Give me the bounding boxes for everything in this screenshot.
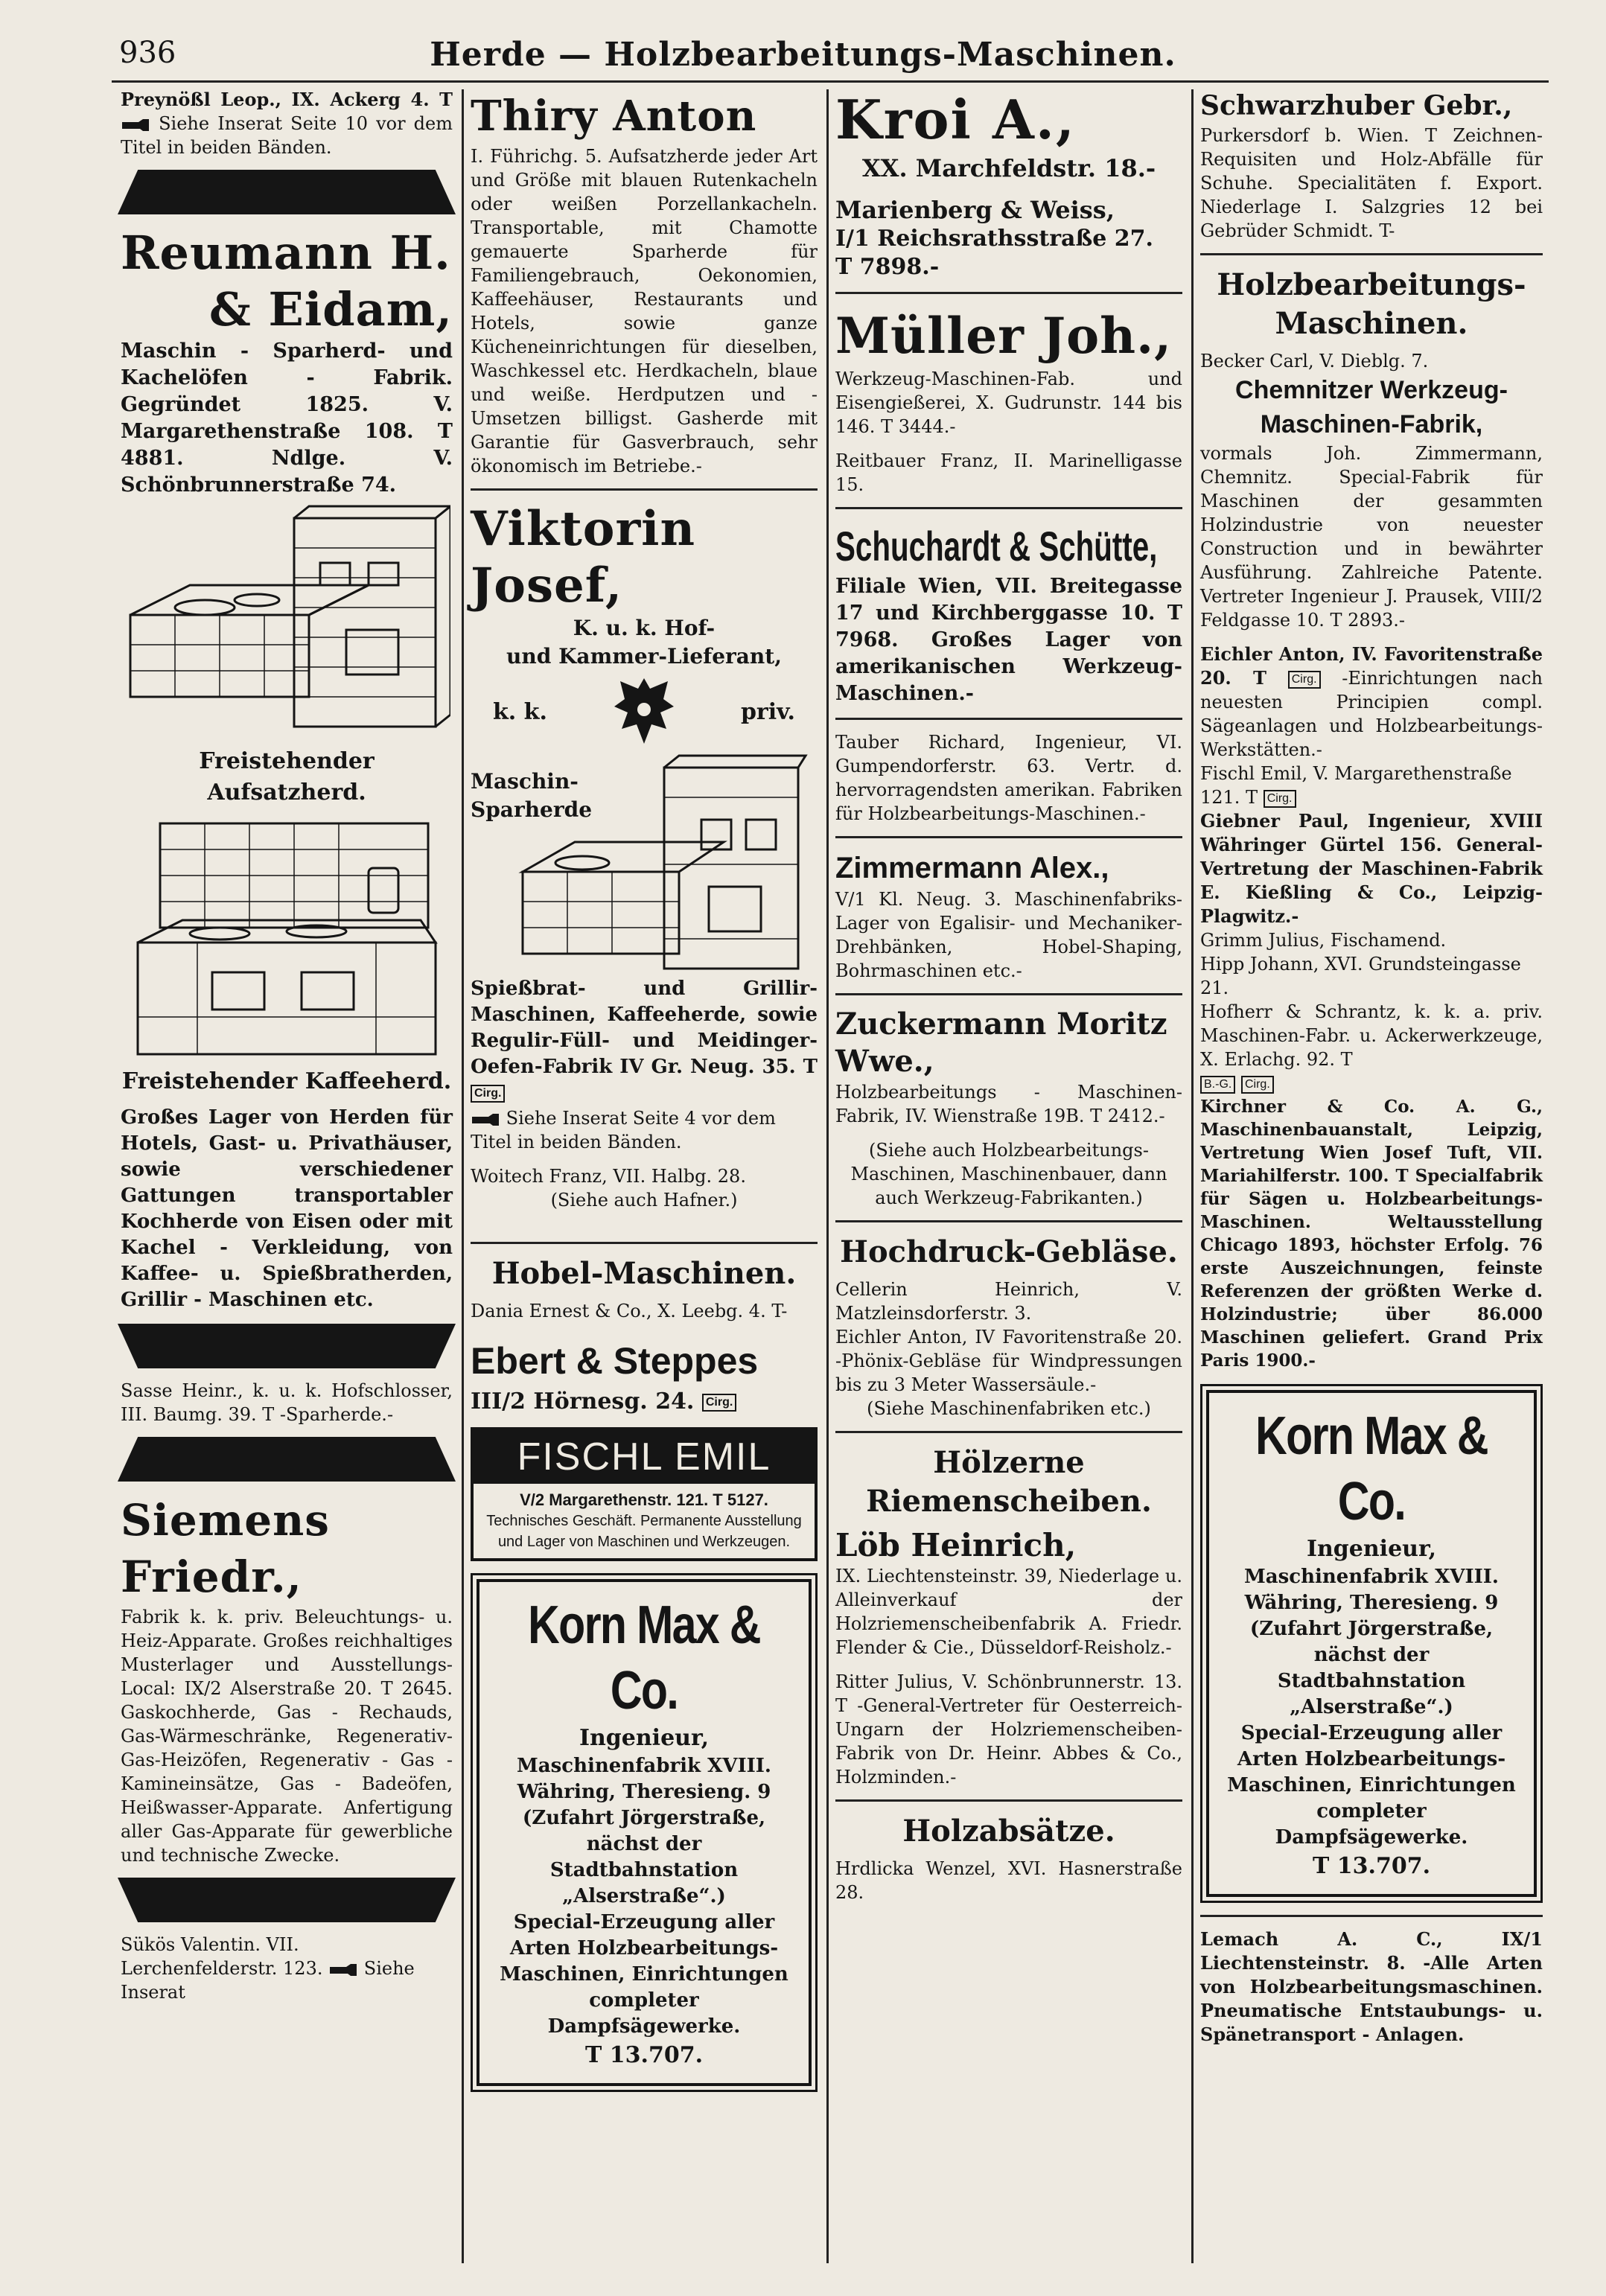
schwarzhuber-name: Schwarzhuber Gebr., [1200, 90, 1513, 121]
page-number: 936 [119, 36, 176, 70]
fischl-addr: V/2 Margarethenstr. 121. T 5127. [520, 1490, 768, 1509]
eagle-icon [611, 671, 678, 753]
cirg-badge: Cirg. [1264, 790, 1296, 808]
zuckermann-text: Holzbearbeitungs - Maschinen-Fabrik, IV. Wienstraße 19B. T 2412.- [835, 1082, 1182, 1126]
divider [835, 1799, 1182, 1802]
mueller-name: Müller Joh., [835, 307, 1173, 365]
running-head: Herde — Holzbearbeitungs-Maschinen. [430, 36, 1176, 74]
viktorin-note: Siehe Inserat Seite 4 vor dem Titel in beiden Bänden. [471, 1108, 776, 1152]
section-hochdruck: Hochdruck-Gebläse. [840, 1234, 1178, 1269]
viktorin-name: Viktorin Josef, [471, 501, 695, 613]
korn-l1: Ingenieur, [579, 1725, 710, 1751]
stove-illustration [123, 816, 450, 1062]
entry-sasse: Sasse Heinr., k. u. k. Hofschlosser, III. Baumg. 39. T -Sparherde.- [121, 1380, 453, 1425]
marienberg-tel: T 7898.- [835, 254, 940, 280]
siehe-note: (Siehe auch Holzbearbeitungs-Maschinen, Maschinenbauer, dann auch Werkzeug-Fabrikanten.) [850, 1140, 1167, 1208]
cirg-badge: Cirg. [1241, 1076, 1274, 1094]
entry-cellerin: Cellerin Heinrich, V. Matzleinsdorferstr. 3. [835, 1279, 1182, 1324]
section-holzabsaetze: Holzabsätze. [902, 1814, 1115, 1849]
chemnitzer-name: Chemnitzer Werkzeug-Maschinen-Fabrik, [1235, 376, 1508, 439]
entry-reitbauer: Reitbauer Franz, II. Marinelligasse 15. [835, 450, 1182, 495]
viktorin-text-block [471, 976, 818, 1106]
marienberg-addr: I/1 Reichsrathsstraße 27. [835, 226, 1154, 252]
viktorin-note-block [471, 1106, 818, 1154]
decorative-band [118, 170, 456, 214]
korn-l3: (Zufahrt Jörgerstraße, nächst der Stadtbahnstation „Alserstraße“.) [522, 1807, 766, 1907]
bg-badge: B.-G. [1200, 1076, 1235, 1094]
eichler-lead: Eichler Anton, IV. Favoritenstraße 20. T [1200, 643, 1543, 689]
zuckermann-name: Zuckermann Moritz Wwe., [835, 1007, 1167, 1079]
section-riemen: Hölzerne Riemenscheiben. [866, 1445, 1152, 1519]
ebert-name: Ebert & Steppes [471, 1340, 759, 1382]
entry-suekoes [121, 1933, 453, 2004]
thiry-text: I. Führichg. 5. Aufsatzherde jeder Art und Größe mit blauen Rutenkacheln oder weißen Porzellankacheln. Transportable, mit Chamotte gemauerte Sparherde für Familiengebrauch, Oekonomien, Kaffeehäuser, Restaurants und Hotels, sowie ganze Kücheneinrichtungen für dieselben, Waschkessel etc. Herdkacheln, blaue und weiße. Herdputzen und -Umsetzen billigst. Gasherde mit Garantie für Gasverbrauch, sehr ökonomisch im Betriebe.- [471, 146, 818, 476]
schuchardt-name: Schuchardt & Schütte, [835, 523, 1158, 570]
reumann-name: Reumann H. [121, 226, 451, 280]
schuchardt-text: Filiale Wien, VII. Breitegasse 17 und Kirchberggasse 10. T 7968. Großes Lager von amerikanischen Werkzeug-Maschinen.- [835, 575, 1182, 705]
pointing-hand-icon [121, 118, 150, 132]
divider [471, 1242, 818, 1244]
cirg-badge: Cirg. [702, 1394, 736, 1412]
decorative-band [118, 1878, 456, 1922]
kroi-addr: XX. Marchfeldstr. 18.- [861, 154, 1156, 182]
section-holzbearbeitung: Holzbearbeitungs-Maschinen. [1217, 267, 1526, 341]
korn-tel: T 13.707. [584, 2042, 704, 2068]
kroi-name: Kroi A., [835, 88, 1076, 151]
thiry-name: Thiry Anton [471, 92, 757, 141]
korn-l2: Maschinenfabrik XVIII. Währing, Theresieng. 9 [517, 1755, 771, 1803]
divider [471, 488, 818, 491]
siemens-name: Siemens Friedr., [121, 1495, 330, 1602]
viktorin-text: Spießbrat- und Grillir-Maschinen, Kaffeeherde, sowie Regulir-Füll- und Meidinger-Oefen-Fabrik IV Gr. Neug. 35. T [471, 978, 818, 1078]
section-hobel: Hobel-Maschinen. [491, 1256, 797, 1291]
entry-text: Preynößl Leop., IX. Ackerg 4. T [121, 89, 453, 110]
entry-text: Sükös Valentin. VII. Lerchenfelderstr. 123. [121, 1934, 323, 1979]
ebert-addr: III/2 Hörnesg. 24. [471, 1388, 695, 1415]
siehe-note-2: (Siehe Maschinenfabriken etc.) [867, 1398, 1151, 1419]
entry-eichler [1200, 642, 1543, 762]
zimmermann-name: Zimmermann Alex., [835, 852, 1109, 884]
korn-l2: Maschinenfabrik XVIII. Währing, Theresieng. 9 [1244, 1566, 1499, 1614]
pointing-hand-icon [328, 1963, 358, 1977]
korn-name: Korn Max & Co. [528, 1595, 760, 1721]
entry-eichler: Eichler Anton, IV Favoritenstraße 20. -Phönix-Gebläse für Windpressungen bis zu 3 Meter Wassersäule.- [835, 1327, 1182, 1395]
entry-tauber: Tauber Richard, Ingenieur, VI. Gumpendorferstr. 63. Vertr. d. hervorragendsten amerikan. Fabriken für Holzbearbeitungs-Maschinen.- [835, 732, 1182, 824]
siemens-text: Fabrik k. k. priv. Beleuchtungs- u. Heiz-Apparate. Großes reichhaltiges Musterlager und Ausstellungs-Local: IX/2 Alserstraße 20. T 2645. Gaskochherde, Gas - Rechauds, Gas-Wärmeschränke, Regenerativ-Gas-Heizöfen, Regenerativ - Gas - Kamineinsätze, Gas - Badeöfen, Heißwasser-Apparate. Anfertigung aller Gas-Apparate für gewerbliche und technische Zwecke. [121, 1607, 453, 1866]
korn-tel: T 13.707. [1312, 1853, 1431, 1879]
stove-illustration [123, 503, 450, 742]
cirg-badge: Cirg. [471, 1085, 505, 1103]
divider [835, 507, 1182, 509]
entry-ritter: Ritter Julius, V. Schönbrunnerstr. 13. T -General-Vertreter für Oesterreich-Ungarn der Holzriemenscheiben-Fabrik von Dr. Heinr. Abbes & Co., Holzminden.- [835, 1671, 1182, 1788]
entry-hofherr: Hofherr & Schrantz, k. k. a. priv. Maschinen-Fabr. u. Ackerwerkzeuge, X. Erlachg. 92. T [1200, 1001, 1543, 1070]
korn-l1: Ingenieur, [1306, 1536, 1437, 1562]
divider [835, 836, 1182, 838]
zimmermann-text: V/1 Kl. Neug. 3. Maschinenfabriks-Lager von Egalisir- und Mechaniker-Drehbänken, Hobel-Shaping, Bohrmaschinen etc.- [835, 889, 1182, 981]
korn-l4: Special-Erzeugung aller Arten Holzbearbeitungs-Maschinen, Einrichtungen completer Dampfsägewerke. [1227, 1722, 1516, 1849]
divider [835, 1431, 1182, 1433]
fischl-body [474, 1484, 815, 1558]
priv-label: priv. [740, 698, 795, 725]
entry-preynoesl [121, 88, 453, 159]
fischl-text: Technisches Geschäft. Permanente Ausstellung und Lager von Maschinen und Werkzeugen. [486, 1513, 802, 1550]
korn-name: Korn Max & Co. [1255, 1406, 1488, 1531]
column-3 [826, 88, 1191, 2269]
hofherr-tags [1200, 1071, 1543, 1095]
entry-becker: Becker Carl, V. Dieblg. 7. [1200, 351, 1429, 371]
kk-label: k. k. [493, 698, 547, 725]
column-1 [112, 88, 462, 2269]
header-rule [112, 80, 1549, 83]
viktorin-line2: und Kammer-Lieferant, [506, 644, 782, 669]
stove-illustration [500, 753, 813, 976]
divider [1200, 253, 1543, 255]
entry-fischl [1200, 762, 1543, 809]
viktorin-eagle-row [471, 671, 818, 753]
reumann-name-2: & Eidam, [208, 282, 453, 337]
entry-dania: Dania Ernest & Co., X. Leebg. 4. T- [471, 1301, 788, 1321]
pointing-hand-icon [471, 1113, 500, 1126]
schwarzhuber-text: Purkersdorf b. Wien. T Zeichnen-Requisiten und Holz-Abfälle für Schuhe. Specialitäten f. Export. Niederlage I. Salzgries 12 bei Gebrüder Schmidt. T- [1200, 125, 1543, 241]
column-4 [1191, 88, 1552, 2269]
divider [835, 718, 1182, 720]
korn-l4: Special-Erzeugung aller Arten Holzbearbeitungs-Maschinen, Einrichtungen completer Dampfsägewerke. [500, 1911, 788, 2038]
loeb-text: IX. Liechtensteinstr. 39, Niederlage u. Alleinverkauf der Holzriemenscheibenfabrik A. Friedr. Flender & Cie., Düsseldorf-Reisholz.- [835, 1566, 1182, 1658]
mueller-text: Werkzeug-Maschinen-Fab. und Eisengießerei, X. Gudrunstr. 144 bis 146. T 3444.- [835, 369, 1182, 437]
cirg-badge: Cirg. [1288, 671, 1321, 689]
siehe-hafner: (Siehe auch Hafner.) [550, 1190, 738, 1211]
divider [835, 292, 1182, 294]
entry-kirchner: Kirchner & Co. A. G., Maschinenbauanstalt, Leipzig, Vertretung Wien Josef Tuft, VII. Mariahilferstr. 100. T Specialfabrik für Sägen u. Holzbearbeitungs-Maschinen. Weltausstellung Chicago 1893, höchster Erfolg. 76 erste Auszeichnungen, feinste Referenzen der größten Werke d. Holzindustrie; über 86.000 Maschinen geliefert. Grand Prix Paris 1900.- [1200, 1097, 1543, 1371]
divider [835, 993, 1182, 995]
caption-kaffeeherd: Freistehender Kaffeeherd. [121, 1068, 452, 1094]
korn-l3: (Zufahrt Jörgerstraße, nächst der Stadtbahnstation „Alserstraße“.) [1249, 1618, 1494, 1718]
entry-hipp: Hipp Johann, XVI. Grundsteingasse 21. [1200, 954, 1521, 998]
entry-note: Siehe Inserat [121, 1958, 415, 2003]
viktorin-sub: Maschin- Sparherde [471, 769, 593, 822]
divider [835, 1220, 1182, 1222]
loeb-name: Löb Heinrich, [835, 1527, 1077, 1563]
entry-giebner: Giebner Paul, Ingenieur, XVIII Währinger Gürtel 156. General-Vertretung der Maschinen-Fabrik E. Kießling & Co., Leipzig-Plagwitz.- [1200, 810, 1543, 927]
viktorin-illustration-area [471, 753, 818, 976]
marienberg-name: Marienberg & Weiss, [835, 196, 1115, 224]
decorative-band [118, 1437, 456, 1482]
lager-text: Großes Lager von Herden für Hotels, Gast- u. Privathäuser, sowie verschiedener Gattungen transportabler Kochherde von Eisen oder mit Kachel - Verkleidung, von Kaffee- u. Spießbratherden, Grillir - Maschinen etc. [121, 1106, 453, 1311]
entry-grimm: Grimm Julius, Fischamend. [1200, 930, 1447, 951]
fischl-lead: Fischl Emil, V. Margarethenstraße 121. T [1200, 763, 1512, 808]
divider [1200, 1915, 1543, 1917]
ebert-addr-block [471, 1387, 818, 1417]
eichler-text: -Einrichtungen nach neuesten Principien compl. Sägeanlagen und Holzbearbeitungs-Werkstätten.- [1200, 668, 1543, 760]
decorative-band [118, 1324, 456, 1368]
viktorin-line1: K. u. k. Hof- [573, 616, 716, 640]
reumann-text: Maschin - Sparherd- und Kachelöfen - Fabrik. Gegründet 1825. V. Margarethenstraße 108. T 4881. Ndlge. V. Schönbrunnerstraße 74. [121, 339, 453, 497]
entry-note: Siehe Inserat Seite 10 vor dem Titel in beiden Bänden. [121, 113, 453, 158]
entry-hrdlicka: Hrdlicka Wenzel, XVI. Hasnerstraße 28. [835, 1858, 1182, 1903]
chemnitzer-text: vormals Joh. Zimmermann, Chemnitz. Special-Fabrik für Maschinen der gesammten Holzindustrie von neuester Construction und in bewährter Ausführung. Zahlreiche Patente. Vertreter Ingenieur J. Prausek, VIII/2 Feldgasse 10. T 2893.- [1200, 443, 1543, 631]
column-2 [462, 88, 826, 2269]
caption-aufsatzherd: Freistehender Aufsatzherd. [199, 748, 375, 806]
korn-ad [477, 1579, 812, 2086]
korn-ad [1206, 1390, 1537, 1897]
entry-woitech: Woitech Franz, VII. Halbg. 28. [471, 1166, 746, 1187]
fischl-ad [471, 1427, 818, 1561]
entry-lemach: Lemach A. C., IX/1 Liechtensteinstr. 8. -Alle Arten von Holzbearbeitungsmaschinen. Pneumatische Entstaubungs- u. Spänetransport - Anlagen. [1200, 1928, 1543, 2045]
fischl-name: FISCHL EMIL [474, 1430, 815, 1484]
